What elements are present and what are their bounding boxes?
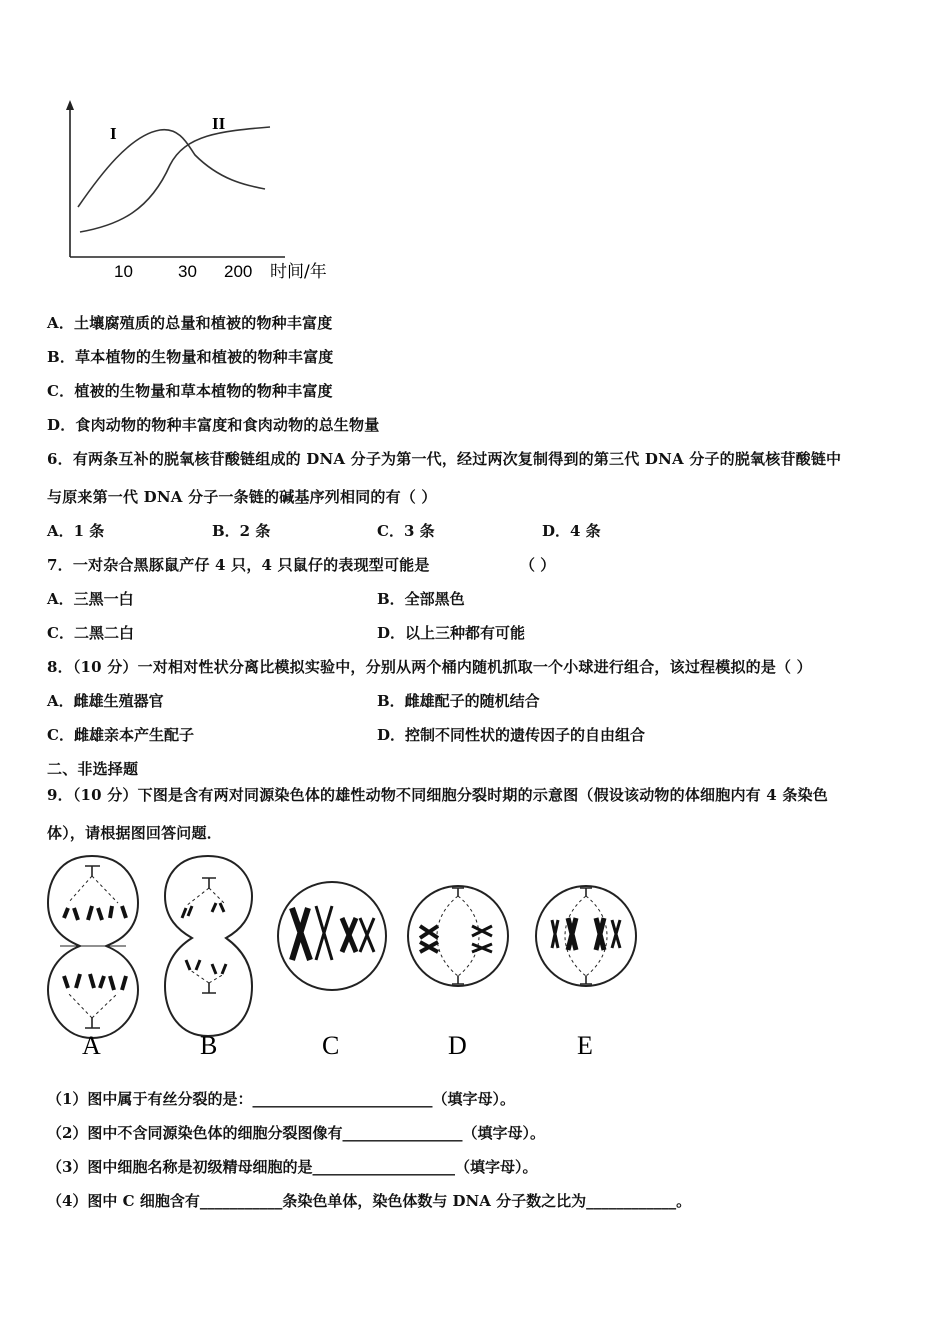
x-tick-10: 10 (114, 262, 133, 281)
q5-option-a: A．土壤腐殖质的总量和植被的物种丰富度 (47, 314, 333, 332)
q8-stem: 8．（10 分）一对相对性状分离比模拟实验中，分别从两个桶内随机抓取一个小球进行组合，该过程模拟的是（ ） (47, 658, 812, 676)
q9-sub2: （2）图中不含同源染色体的细胞分裂图像有________________（填字母）。 (47, 1124, 545, 1142)
q9-sub4: （4）图中 C 细胞含有___________条染色单体，染色体数与 DNA 分子数之比为____________。 (47, 1192, 692, 1210)
cells-svg (40, 848, 660, 1063)
cell-e (536, 886, 636, 986)
q7-option-a: A．三黑一白 (47, 590, 134, 608)
cell-d (408, 886, 508, 986)
q5-option-b: B．草本植物的生物量和植被的物种丰富度 (47, 348, 334, 366)
y-axis-arrow (66, 100, 74, 110)
cell-c (278, 882, 386, 990)
q6-stem-line1: 6．有两条互补的脱氧核苷酸链组成的 DNA 分子为第一代，经过两次复制得到的第三代 DNA 分子的脱氧核苷酸链中 (47, 450, 842, 468)
x-tick-200: 200 (224, 262, 253, 281)
q9-sub1: （1）图中属于有丝分裂的是：________________________（填字母）。 (47, 1090, 515, 1108)
q6-option-a: A．1 条 (47, 522, 105, 540)
x-tick-30: 30 (178, 262, 197, 281)
q7-option-b: B．全部黑色 (377, 590, 465, 608)
q7-option-d: D．以上三种都有可能 (377, 624, 526, 642)
q8-option-a: A．雌雄生殖器官 (47, 692, 164, 710)
x-axis-label: 时间/年 (270, 262, 327, 282)
q5-option-d: D．食肉动物的物种丰富度和食肉动物的总生物量 (47, 416, 380, 434)
cell-label-b: B (200, 1031, 218, 1060)
q7-option-c: C．二黑二白 (47, 624, 134, 642)
curve-ii-label: II (212, 114, 226, 133)
q5-option-c: C．植被的生物量和草本植物的物种丰富度 (47, 382, 333, 400)
cell-label-e: E (577, 1031, 593, 1060)
curve-i-label: I (110, 124, 117, 143)
q9-stem-line2: 体），请根据图回答问题． (47, 824, 222, 842)
q7-answer-paren: （ ） (520, 556, 556, 574)
curve-i (78, 130, 265, 207)
q6-stem-line2: 与原来第一代 DNA 分子一条链的碱基序列相同的有（ ） (47, 488, 437, 506)
cell-label-d: D (448, 1031, 467, 1060)
q9-sub3: （3）图中细胞名称是初级精母细胞的是___________________（填字母）。 (47, 1158, 538, 1176)
q8-option-c: C．雌雄亲本产生配子 (47, 726, 194, 744)
succession-graph (60, 95, 360, 290)
q6-option-c: C．3 条 (377, 522, 435, 540)
q7-stem: 7．一对杂合黑豚鼠产仔 4 只，4 只鼠仔的表现型可能是 (47, 556, 430, 574)
cell-division-figure (40, 848, 660, 1063)
q6-option-b: B．2 条 (212, 522, 271, 540)
q8-option-d: D．控制不同性状的遗传因子的自由组合 (377, 726, 646, 744)
q8-option-b: B．雌雄配子的随机结合 (377, 692, 540, 710)
graph-svg (60, 95, 360, 290)
cell-label-c: C (322, 1031, 340, 1060)
q6-option-d: D．4 条 (542, 522, 601, 540)
cell-b (165, 856, 252, 1036)
cell-label-a: A (82, 1031, 101, 1060)
section-2-title: 二、非选择题 (47, 760, 139, 778)
q9-stem-line1: 9．（10 分）下图是含有两对同源染色体的雄性动物不同细胞分裂时期的示意图（假设该动物的体细胞内有 4 条染色 (47, 786, 828, 804)
curve-ii (80, 127, 270, 232)
cell-a (48, 856, 138, 1038)
